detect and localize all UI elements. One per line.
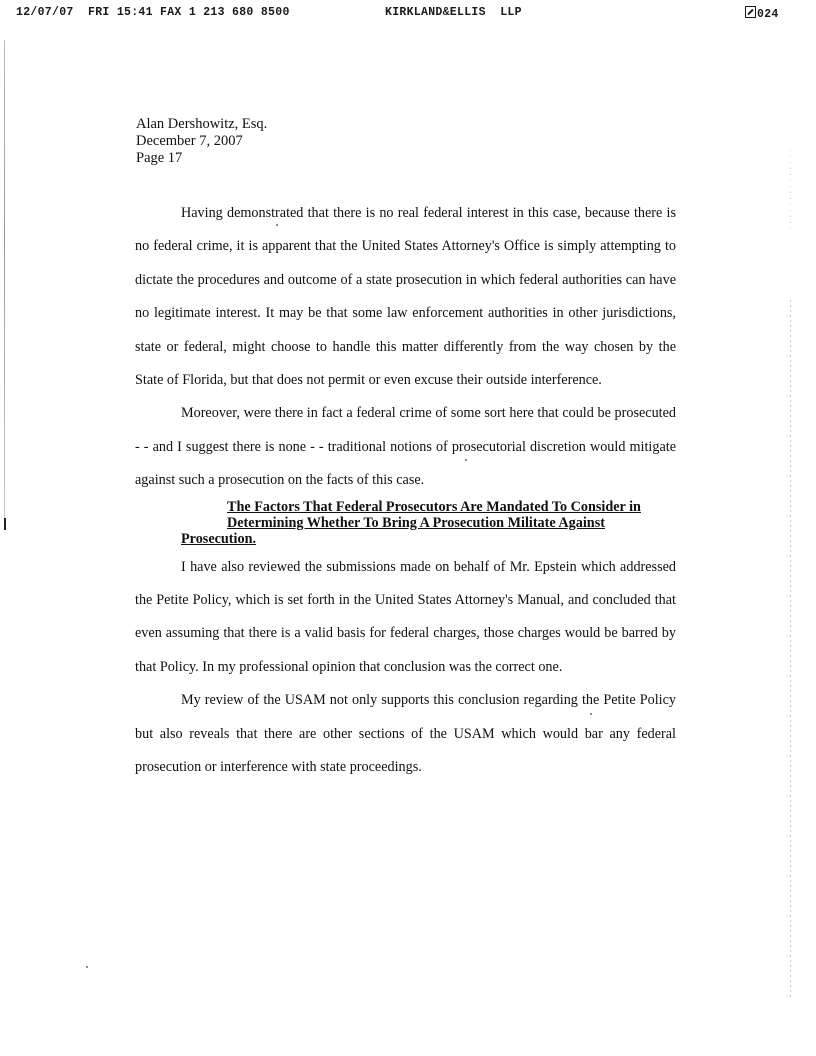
- scan-edge-left: [4, 40, 5, 530]
- fax-checkbox-icon: [745, 6, 756, 18]
- body-paragraph-1: Having demonstrated that there is no real federal interest in this case, because there is no federal crime, it is apparent that the United States Attorney's Office is simply attempting to dictate the procedures and outcome of a state prosecution in which federal authorities can have no legitimate interest. It may be that some law enforcement authorities in other jurisdictions, state or federal, might choose to handle this matter differently from the way chosen by the State of Florida, but that does not permit or even excuse their outside interference.: [135, 205, 676, 389]
- scan-edge-right-top: [790, 150, 791, 230]
- letter-addressee-block: [136, 116, 267, 167]
- fax-page-code-text: 024: [757, 8, 779, 21]
- section-heading-line-2: Determining Whether To Bring A Prosecution Militate Against Prosecution.: [181, 514, 605, 547]
- body-paragraph-4: My review of the USAM not only supports this conclusion regarding the Petite Policy but also reveals that there are other sections of the USAM which would bar any federal prosecution or interference with state proceedings.: [135, 692, 676, 776]
- body-paragraph-2: Moreover, were there in fact a federal crime of some sort here that could be prosecuted - - and I suggest there is none - - traditional notions of prosecutorial discretion would mitigate against such a prosecution on the facts of this case.: [135, 405, 676, 489]
- fax-header-firm: KIRKLAND&ELLIS LLP: [385, 6, 522, 19]
- letter-date: December 7, 2007: [136, 133, 243, 149]
- fax-header-page-code: [745, 6, 779, 21]
- fax-header: [0, 6, 816, 22]
- page-number: Page 17: [136, 150, 183, 166]
- scan-edge-right: [790, 300, 791, 1000]
- scan-speck: [86, 966, 88, 968]
- fax-header-timestamp: 12/07/07 FRI 15:41 FAX 1 213 680 8500: [16, 6, 290, 19]
- body-paragraph-3: I have also reviewed the submissions made on behalf of Mr. Epstein which addressed the Petite Policy, which is set forth in the United States Attorney's Manual, and concluded that even assuming that there is a valid basis for federal charges, those charges would be barred by that Policy. In my professional opinion that conclusion was the correct one.: [135, 558, 676, 675]
- recipient-name: Alan Dershowitz, Esq.: [136, 116, 268, 132]
- section-heading: [135, 499, 676, 547]
- section-heading-line-1: The Factors That Federal Prosecutors Are Mandated To Consider in: [227, 498, 641, 515]
- letter-body: [135, 197, 676, 785]
- scan-edge-mark: [4, 518, 6, 530]
